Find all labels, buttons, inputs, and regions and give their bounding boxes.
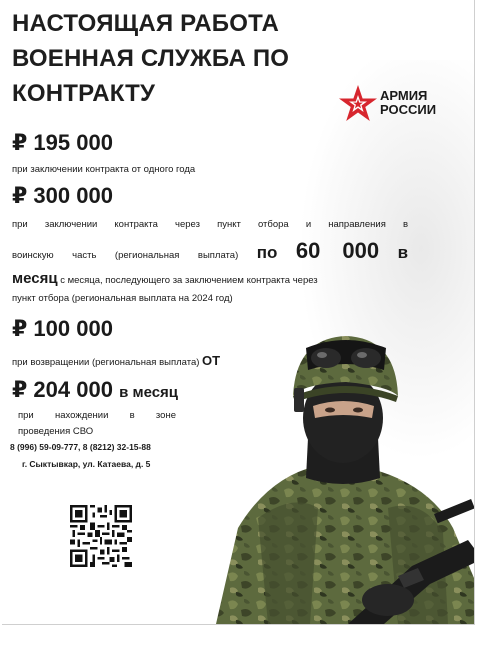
payment-amount-2: ₽ 300 000 bbox=[12, 183, 113, 208]
payment-amount-1: ₽ 195 000 bbox=[12, 130, 113, 155]
contact-phones: 8 (996) 59-09-777, 8 (8212) 32-15-88 bbox=[10, 442, 151, 452]
contact-address: г. Сыктывкар, ул. Катаева, д. 5 bbox=[22, 459, 151, 469]
payment-desc-2-v: в bbox=[397, 243, 409, 262]
payment-amount-4-value: ₽ 204 000 bbox=[12, 377, 113, 402]
logo-text bbox=[380, 89, 436, 117]
payment-desc-2-month: месяц bbox=[12, 270, 58, 287]
payment-desc-2-line-2 bbox=[12, 238, 408, 269]
payment-desc-2-text: воинскую часть (региональная выплата) bbox=[12, 250, 239, 261]
logo-line-1: АРМИЯ bbox=[380, 88, 428, 103]
title-line-3: КОНТРАКТУ bbox=[12, 80, 156, 107]
payment-desc-3-text: при возвращении (региональная выплата) bbox=[12, 357, 200, 368]
payment-monthly-amount: 60 000 bbox=[295, 238, 380, 263]
payment-desc-4-line-1: при нахождении в зоне bbox=[18, 410, 176, 421]
payment-desc-2-po: по bbox=[256, 243, 278, 262]
payment-desc-2-month-text: с месяца, последующего за заключением контракта через bbox=[60, 275, 318, 286]
logo-line-2: РОССИИ bbox=[380, 102, 437, 117]
red-star-icon bbox=[338, 84, 378, 124]
payment-desc-1: при заключении контракта от одного года bbox=[12, 164, 196, 175]
qr-code-icon bbox=[70, 505, 132, 567]
payment-desc-2-line-4: пункт отбора (региональная выплата на 2024 год) bbox=[12, 293, 233, 304]
payment-desc-3-ot: ОТ bbox=[202, 353, 221, 368]
payment-desc-4-line-2: проведения СВО bbox=[18, 426, 94, 437]
army-logo bbox=[338, 82, 458, 126]
payment-desc-2-line-1: при заключении контракта через пункт отбора и направления в bbox=[12, 219, 408, 230]
title-line-2: ВОЕННАЯ СЛУЖБА ПО bbox=[12, 45, 290, 72]
title-line-1: НАСТОЯЩАЯ РАБОТА bbox=[12, 10, 280, 37]
payment-amount-4-suffix: в месяц bbox=[119, 384, 179, 401]
poster-page bbox=[2, 0, 475, 625]
page-title bbox=[12, 6, 332, 111]
payment-desc-2-line-3 bbox=[12, 272, 412, 287]
payment-amount-3: ₽ 100 000 bbox=[12, 316, 113, 341]
payment-amount-4 bbox=[12, 377, 178, 406]
soldier-image bbox=[198, 318, 474, 624]
